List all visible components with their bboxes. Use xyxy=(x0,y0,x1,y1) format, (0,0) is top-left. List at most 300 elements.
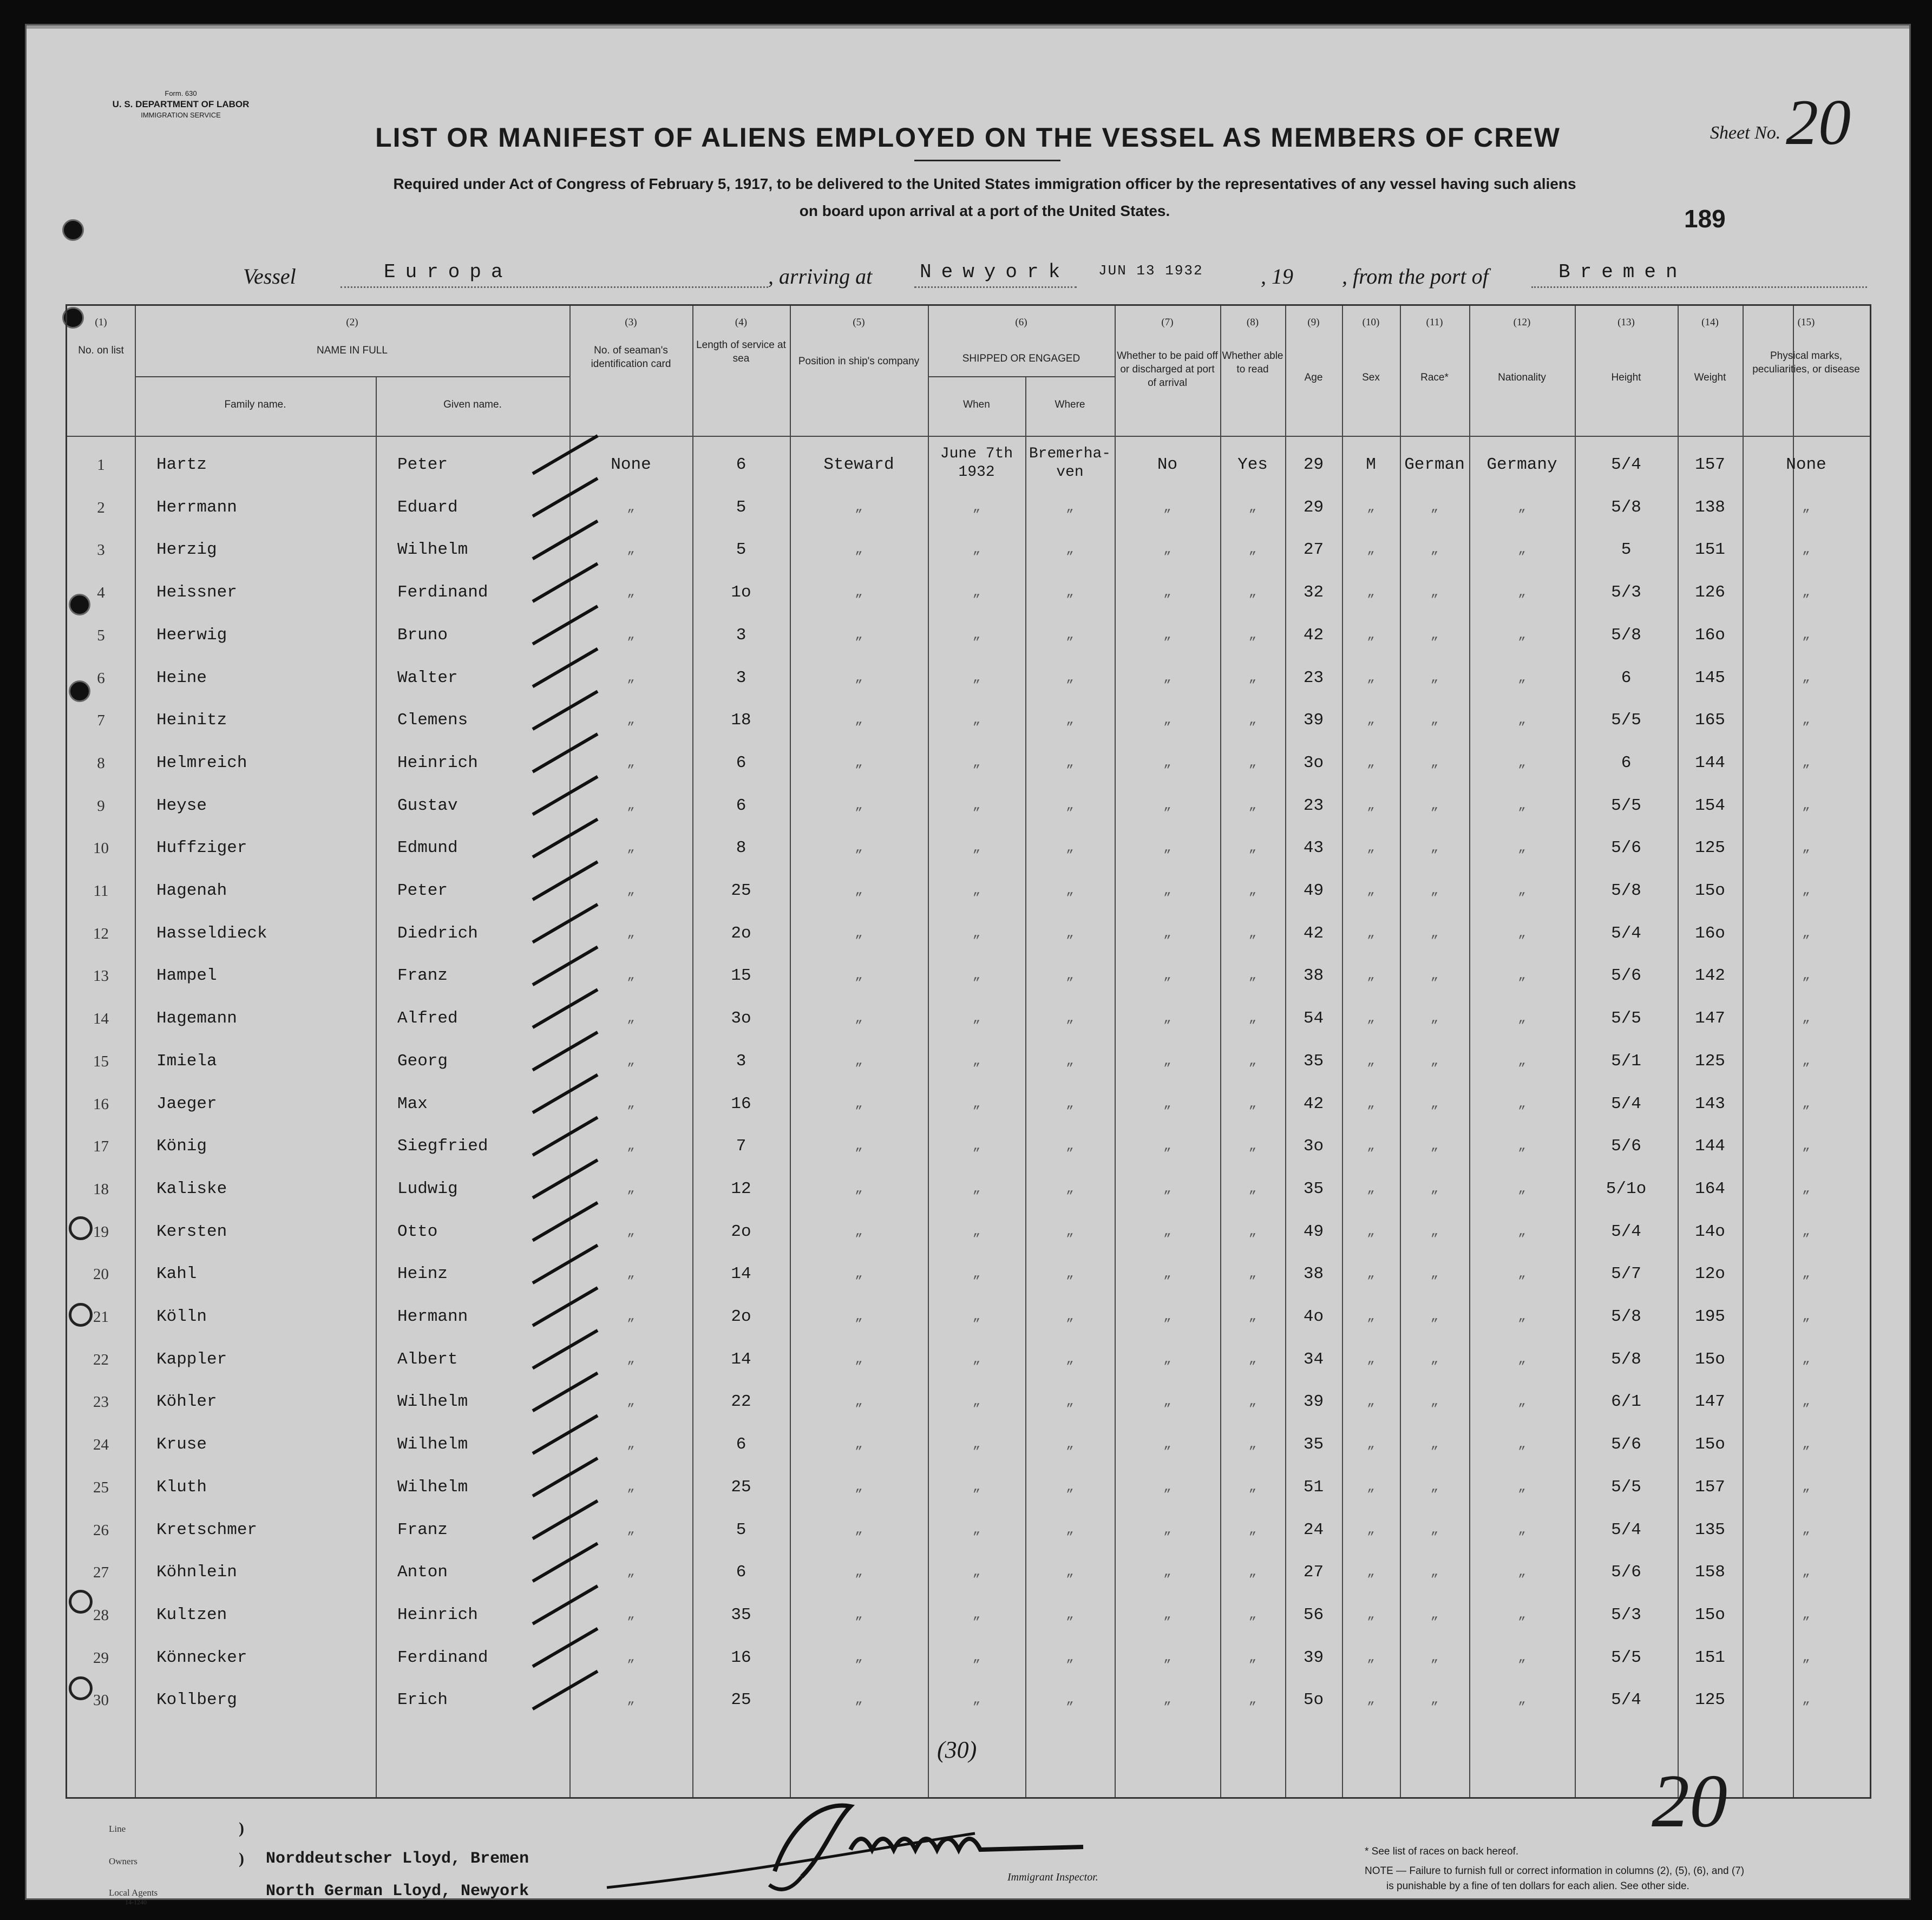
cell-no: 5 xyxy=(97,626,105,644)
ditto-mark: „ xyxy=(1430,798,1439,813)
cell-age: 35 xyxy=(1303,1051,1324,1071)
ditto-mark: „ xyxy=(1367,1139,1375,1154)
table-row xyxy=(67,614,1870,657)
check-mark xyxy=(533,947,598,985)
cell-weight: 145 xyxy=(1695,668,1725,687)
cell-age: 34 xyxy=(1303,1349,1324,1369)
ditto-mark: „ xyxy=(1248,1139,1257,1154)
ditto-mark: „ xyxy=(1802,1224,1810,1239)
ditto-mark: „ xyxy=(1430,1309,1439,1324)
ditto-mark: „ xyxy=(1163,968,1171,984)
ditto-mark: „ xyxy=(1430,1224,1439,1239)
ditto-mark: „ xyxy=(627,883,635,898)
cell-family: Imiela xyxy=(156,1051,217,1071)
requirement-line-1: Required under Act of Congress of February 5, 1917, to be delivered to the United States immigration officer by the representatives of any vessel having such aliens xyxy=(393,175,1576,192)
cell-service: 5 xyxy=(736,540,746,560)
cell-weight: 157 xyxy=(1695,1477,1725,1497)
cell-age: 29 xyxy=(1303,455,1324,474)
cell-no: 4 xyxy=(97,584,105,602)
ditto-mark: „ xyxy=(1518,1479,1526,1495)
cell-given: Heinrich xyxy=(397,1605,478,1624)
ditto-mark: „ xyxy=(1802,1011,1810,1026)
cell-height: 5/6 xyxy=(1611,966,1641,986)
ditto-mark: „ xyxy=(1430,755,1439,770)
check-mark xyxy=(533,649,598,687)
ditto-mark: „ xyxy=(972,1394,981,1410)
cell-family: Kölln xyxy=(156,1307,207,1326)
cell-family: Heine xyxy=(156,668,207,687)
cell-no: 2 xyxy=(97,499,105,516)
check-mark xyxy=(533,479,598,516)
cell-age: 42 xyxy=(1303,625,1324,645)
ditto-mark: „ xyxy=(1248,1607,1257,1622)
cell-given: Clemens xyxy=(397,711,468,730)
ditto-mark: „ xyxy=(972,500,981,515)
ditto-mark: „ xyxy=(1367,1309,1375,1324)
cell-no: 24 xyxy=(93,1436,109,1454)
table-row xyxy=(67,742,1870,784)
column-number: (11) xyxy=(1426,317,1443,328)
ditto-mark: „ xyxy=(1066,1607,1074,1622)
column-number: (13) xyxy=(1617,317,1635,328)
cell-paid-off: No xyxy=(1157,455,1178,474)
cell-height: 6 xyxy=(1621,753,1632,772)
check-mark xyxy=(533,1458,598,1496)
ditto-mark: „ xyxy=(1066,1053,1074,1069)
ditto-mark: „ xyxy=(855,1011,863,1026)
cell-nationality: Germany xyxy=(1486,455,1557,474)
cell-service: 3o xyxy=(731,1009,751,1028)
cell-age: 29 xyxy=(1303,497,1324,517)
ditto-mark: „ xyxy=(627,968,635,984)
cell-family: Kollberg xyxy=(156,1690,237,1710)
cell-height: 5/4 xyxy=(1611,923,1641,943)
table-row xyxy=(67,913,1870,955)
cell-given: Siegfried xyxy=(397,1137,488,1156)
sheet-number: 20 xyxy=(1786,86,1851,158)
cell-weight: 135 xyxy=(1695,1520,1725,1539)
ditto-mark: „ xyxy=(1802,968,1810,984)
ditto-mark: „ xyxy=(1518,585,1526,600)
cell-no: 10 xyxy=(93,840,109,857)
cell-given: Alfred xyxy=(397,1009,458,1028)
ditto-mark: „ xyxy=(1248,500,1257,515)
ditto-mark: „ xyxy=(1248,926,1257,941)
check-mark xyxy=(533,862,598,900)
ditto-mark: „ xyxy=(1367,1693,1375,1708)
cell-family: Kappler xyxy=(156,1349,227,1369)
check-mark xyxy=(533,1160,598,1198)
cell-service: 1o xyxy=(731,583,751,602)
ditto-mark: „ xyxy=(1248,1053,1257,1069)
owner-name: Norddeutscher Lloyd, Bremen xyxy=(266,1850,529,1868)
cell-service: 5 xyxy=(736,497,746,517)
ditto-mark: „ xyxy=(1066,585,1074,600)
header-divider xyxy=(928,376,1115,377)
cell-given: Heinz xyxy=(397,1264,448,1284)
ditto-mark: „ xyxy=(627,1607,635,1622)
ditto-mark: „ xyxy=(972,1565,981,1580)
ditto-mark: „ xyxy=(1367,1437,1375,1452)
column-physical-marks: Physical marks, peculiarities, or disease xyxy=(1752,350,1860,375)
ditto-mark: „ xyxy=(627,841,635,856)
ditto-mark: „ xyxy=(1066,1522,1074,1537)
inspector-label: Immigrant Inspector. xyxy=(1007,1871,1098,1883)
cell-service: 3 xyxy=(736,668,746,687)
ditto-mark: „ xyxy=(1163,1352,1171,1367)
ditto-mark: „ xyxy=(1163,1053,1171,1069)
check-mark xyxy=(533,1203,598,1241)
cell-given: Peter xyxy=(397,455,448,474)
cell-height: 5 xyxy=(1621,540,1632,560)
column-seaman-id: No. of seaman's identification card xyxy=(591,345,671,370)
ditto-mark: „ xyxy=(1802,841,1810,856)
penalty-note-2: is punishable by a fine of ten dollars for each alien. See other side. xyxy=(1386,1880,1689,1892)
ditto-mark: „ xyxy=(1163,1693,1171,1708)
check-mark xyxy=(533,734,598,772)
cell-family: Jaeger xyxy=(156,1094,217,1113)
ditto-mark: „ xyxy=(1066,542,1074,558)
ditto-mark: „ xyxy=(1248,585,1257,600)
column-number: (10) xyxy=(1362,317,1380,328)
cell-age: 39 xyxy=(1303,711,1324,730)
table-row xyxy=(67,1679,1870,1721)
cell-age: 49 xyxy=(1303,1222,1324,1241)
ditto-mark: „ xyxy=(855,713,863,728)
cell-no: 26 xyxy=(93,1521,109,1539)
check-mark xyxy=(533,691,598,729)
column-number: (7) xyxy=(1161,317,1174,328)
cell-service: 16 xyxy=(731,1648,751,1667)
ditto-mark: „ xyxy=(972,542,981,558)
ditto-mark: „ xyxy=(1248,1693,1257,1708)
cell-given: Ferdinand xyxy=(397,1648,488,1667)
ditto-mark: „ xyxy=(972,968,981,984)
cell-service: 22 xyxy=(731,1392,751,1412)
ditto-mark: „ xyxy=(1802,1053,1810,1069)
ditto-mark: „ xyxy=(1802,1437,1810,1452)
ditto-mark: „ xyxy=(1518,1352,1526,1367)
races-note: * See list of races on back hereof. xyxy=(1365,1846,1519,1857)
cell-family: Hagenah xyxy=(156,881,227,900)
ditto-mark: „ xyxy=(1163,841,1171,856)
cell-no: 6 xyxy=(97,669,105,687)
cell-service: 25 xyxy=(731,881,751,900)
ditto-mark: „ xyxy=(627,755,635,770)
ditto-mark: „ xyxy=(1518,1693,1526,1708)
ditto-mark: „ xyxy=(1802,670,1810,685)
ditto-mark: „ xyxy=(1163,1565,1171,1580)
cell-family: Kretschmer xyxy=(156,1520,258,1539)
ditto-mark: „ xyxy=(855,670,863,685)
service-name: IMMIGRATION SERVICE xyxy=(141,111,221,119)
ditto-mark: „ xyxy=(855,1181,863,1196)
ditto-mark: „ xyxy=(1802,1267,1810,1282)
column-number: (9) xyxy=(1307,317,1320,328)
cell-age: 56 xyxy=(1303,1605,1324,1624)
ditto-mark: „ xyxy=(1518,1096,1526,1111)
ditto-mark: „ xyxy=(1430,1565,1439,1580)
stamp-number: 189 xyxy=(1684,205,1726,233)
arriving-label: , arriving at xyxy=(768,264,873,289)
manifest-footer xyxy=(66,1736,1868,1920)
ditto-mark: „ xyxy=(1248,1011,1257,1026)
table-row xyxy=(67,699,1870,742)
ditto-mark: „ xyxy=(1518,1309,1526,1324)
column-age: Age xyxy=(1304,372,1323,383)
ditto-mark: „ xyxy=(1066,1352,1074,1367)
cell-family: Herrmann xyxy=(156,497,237,517)
cell-no: 30 xyxy=(93,1692,109,1709)
cell-service: 7 xyxy=(736,1137,746,1156)
ditto-mark: „ xyxy=(1367,1522,1375,1537)
ditto-mark: „ xyxy=(627,1522,635,1537)
ditto-mark: „ xyxy=(855,1309,863,1324)
ditto-mark: „ xyxy=(1430,1394,1439,1410)
cell-weight: 154 xyxy=(1695,796,1725,815)
ditto-mark: „ xyxy=(1802,500,1810,515)
check-mark xyxy=(533,521,598,559)
cell-service: 6 xyxy=(736,1435,746,1454)
cell-given: Edmund xyxy=(397,838,458,858)
cell-given: Wilhelm xyxy=(397,1477,468,1497)
ditto-mark: „ xyxy=(1066,755,1074,770)
ditto-mark: „ xyxy=(1248,1352,1257,1367)
owners-brace: ) xyxy=(239,1850,244,1867)
ditto-mark: „ xyxy=(1367,798,1375,813)
ditto-mark: „ xyxy=(1163,883,1171,898)
cell-height: 5/5 xyxy=(1611,796,1641,815)
ditto-mark: „ xyxy=(1802,1693,1810,1708)
column-number: (4) xyxy=(735,317,748,328)
ditto-mark: „ xyxy=(972,1650,981,1665)
ditto-mark: „ xyxy=(855,1565,863,1580)
ditto-mark: „ xyxy=(627,1309,635,1324)
table-row xyxy=(67,1339,1870,1381)
cell-no: 7 xyxy=(97,712,105,730)
cell-height: 5/8 xyxy=(1611,1349,1641,1369)
cell-age: 24 xyxy=(1303,1520,1324,1539)
table-row xyxy=(67,827,1870,869)
cell-weight: 157 xyxy=(1695,455,1725,474)
cell-no: 21 xyxy=(93,1308,109,1326)
ditto-mark: „ xyxy=(972,1096,981,1111)
row-tally: (30) xyxy=(937,1736,977,1763)
ditto-mark: „ xyxy=(972,1181,981,1196)
ditto-mark: „ xyxy=(1163,542,1171,558)
table-row xyxy=(67,444,1870,486)
cell-where: Bremerha- ven xyxy=(1029,445,1111,481)
cell-weight: 15o xyxy=(1695,1605,1725,1624)
ditto-mark: „ xyxy=(855,1394,863,1410)
ditto-mark: „ xyxy=(972,1267,981,1282)
cell-service: 6 xyxy=(736,1563,746,1582)
cell-age: 39 xyxy=(1303,1648,1324,1667)
column-able-to-read: Whether able to read xyxy=(1222,350,1283,375)
ditto-mark: „ xyxy=(627,926,635,941)
penalty-note-1: NOTE — Failure to furnish full or correct information in columns (2), (5), (6), and (7) xyxy=(1365,1865,1745,1877)
line-brace: ) xyxy=(239,1819,244,1837)
ditto-mark: „ xyxy=(1367,713,1375,728)
ditto-mark: „ xyxy=(855,841,863,856)
column-number: (5) xyxy=(853,317,865,328)
ditto-mark: „ xyxy=(1518,542,1526,558)
from-underline xyxy=(1531,286,1867,288)
ditto-mark: „ xyxy=(1802,883,1810,898)
ditto-mark: „ xyxy=(627,1096,635,1111)
table-row xyxy=(67,870,1870,912)
ditto-mark: „ xyxy=(1163,1309,1171,1324)
ditto-mark: „ xyxy=(855,1096,863,1111)
cell-marks: None xyxy=(1786,455,1826,474)
cell-given: Ludwig xyxy=(397,1179,458,1198)
ditto-mark: „ xyxy=(1163,1394,1171,1410)
ditto-mark: „ xyxy=(1367,1011,1375,1026)
cell-no: 12 xyxy=(93,925,109,942)
cell-family: Helmreich xyxy=(156,753,247,772)
ditto-mark: „ xyxy=(1367,500,1375,515)
column-nationality: Nationality xyxy=(1498,372,1546,383)
ditto-mark: „ xyxy=(1430,500,1439,515)
vessel-name: Europa xyxy=(384,261,513,283)
cell-height: 5/5 xyxy=(1611,711,1641,730)
cell-given: Heinrich xyxy=(397,753,478,772)
cell-weight: 147 xyxy=(1695,1009,1725,1028)
ditto-mark: „ xyxy=(1066,1479,1074,1495)
ditto-mark: „ xyxy=(627,1352,635,1367)
cell-weight: 165 xyxy=(1695,711,1725,730)
cell-height: 5/8 xyxy=(1611,1307,1641,1326)
ditto-mark: „ xyxy=(1248,841,1257,856)
ditto-mark: „ xyxy=(1518,1139,1526,1154)
cell-service: 25 xyxy=(731,1690,751,1710)
cell-height: 5/5 xyxy=(1611,1648,1641,1667)
ditto-mark: „ xyxy=(1248,1096,1257,1111)
ditto-mark: „ xyxy=(1163,1522,1171,1537)
ditto-mark: „ xyxy=(1066,1565,1074,1580)
ditto-mark: „ xyxy=(1518,926,1526,941)
cell-weight: 147 xyxy=(1695,1392,1725,1412)
ditto-mark: „ xyxy=(1367,1607,1375,1622)
cell-weight: 14o xyxy=(1695,1222,1725,1241)
ditto-mark: „ xyxy=(1430,1139,1439,1154)
ditto-mark: „ xyxy=(1367,1224,1375,1239)
column-number: (1) xyxy=(95,317,107,328)
cell-service: 3 xyxy=(736,1051,746,1071)
ditto-mark: „ xyxy=(1066,1394,1074,1410)
cell-given: Walter xyxy=(397,668,458,687)
cell-family: Heinitz xyxy=(156,711,227,730)
cell-given: Wilhelm xyxy=(397,540,468,560)
ditto-mark: „ xyxy=(1430,1437,1439,1452)
ditto-mark: „ xyxy=(972,1352,981,1367)
table-row xyxy=(67,1509,1870,1551)
cell-no: 27 xyxy=(93,1564,109,1582)
binder-hole xyxy=(62,219,84,241)
date-stamp: JUN 13 1932 xyxy=(1098,263,1203,279)
voyage-line xyxy=(178,253,1721,296)
ditto-mark: „ xyxy=(1430,1181,1439,1196)
ditto-mark: „ xyxy=(855,1522,863,1537)
table-row xyxy=(67,1466,1870,1509)
ditto-mark: „ xyxy=(1518,1650,1526,1665)
ditto-mark: „ xyxy=(1248,1437,1257,1452)
vessel-label: Vessel xyxy=(243,264,296,289)
cell-family: Hagemann xyxy=(156,1009,237,1028)
check-mark xyxy=(533,1416,598,1453)
ditto-mark: „ xyxy=(1163,1650,1171,1665)
ditto-mark: „ xyxy=(1518,1267,1526,1282)
cell-height: 5/6 xyxy=(1611,1435,1641,1454)
cell-no: 29 xyxy=(93,1649,109,1667)
ditto-mark: „ xyxy=(1163,1437,1171,1452)
cell-height: 5/8 xyxy=(1611,881,1641,900)
ditto-mark: „ xyxy=(1248,1309,1257,1324)
requirement-text xyxy=(286,171,1683,225)
ditto-mark: „ xyxy=(1367,1181,1375,1196)
cell-no: 11 xyxy=(93,882,109,900)
ditto-mark: „ xyxy=(972,755,981,770)
ditto-mark: „ xyxy=(972,841,981,856)
cell-family: Kahl xyxy=(156,1264,197,1284)
ditto-mark: „ xyxy=(1802,585,1810,600)
ditto-mark: „ xyxy=(1066,670,1074,685)
cell-age: 54 xyxy=(1303,1009,1324,1028)
cell-given: Diedrich xyxy=(397,923,478,943)
ditto-mark: „ xyxy=(627,670,635,685)
form-number: Form. 630 xyxy=(165,89,197,97)
ditto-mark: „ xyxy=(1518,500,1526,515)
column-race: Race* xyxy=(1420,372,1449,383)
cell-age: 23 xyxy=(1303,668,1324,687)
ditto-mark: „ xyxy=(627,500,635,515)
table-row xyxy=(67,1551,1870,1594)
ditto-mark: „ xyxy=(1248,713,1257,728)
ditto-mark: „ xyxy=(1066,1181,1074,1196)
requirement-line-2: on board upon arrival at a port of the United States. xyxy=(799,202,1170,219)
cell-family: König xyxy=(156,1137,207,1156)
column-name-in-full: NAME IN FULL xyxy=(317,345,388,356)
cell-no: 1 xyxy=(97,456,105,474)
arriving-port: Newyork xyxy=(920,261,1070,283)
cell-age: 38 xyxy=(1303,1264,1324,1284)
ditto-mark: „ xyxy=(1066,1011,1074,1026)
table-row xyxy=(67,1040,1870,1083)
ditto-mark: „ xyxy=(627,1053,635,1069)
cell-age: 38 xyxy=(1303,966,1324,986)
cell-height: 5/8 xyxy=(1611,497,1641,517)
cell-service: 18 xyxy=(731,711,751,730)
table-row xyxy=(67,1168,1870,1210)
ditto-mark: „ xyxy=(1248,1650,1257,1665)
ditto-mark: „ xyxy=(1430,968,1439,984)
ditto-mark: „ xyxy=(1518,1607,1526,1622)
cell-weight: 151 xyxy=(1695,1648,1725,1667)
from-label: , from the port of xyxy=(1342,264,1489,289)
cell-given: Anton xyxy=(397,1563,448,1582)
ditto-mark: „ xyxy=(972,585,981,600)
local-agents-label: Local Agents xyxy=(109,1888,158,1898)
agent-name: North German Lloyd, Newyork xyxy=(266,1882,529,1901)
ditto-mark: „ xyxy=(1430,1522,1439,1537)
check-mark xyxy=(533,777,598,815)
ditto-mark: „ xyxy=(627,627,635,643)
column-number: (2) xyxy=(346,317,358,328)
cell-family: Hasseldieck xyxy=(156,923,267,943)
cell-no: 23 xyxy=(93,1393,109,1411)
cell-no: 8 xyxy=(97,754,105,772)
ditto-mark: „ xyxy=(1518,841,1526,856)
